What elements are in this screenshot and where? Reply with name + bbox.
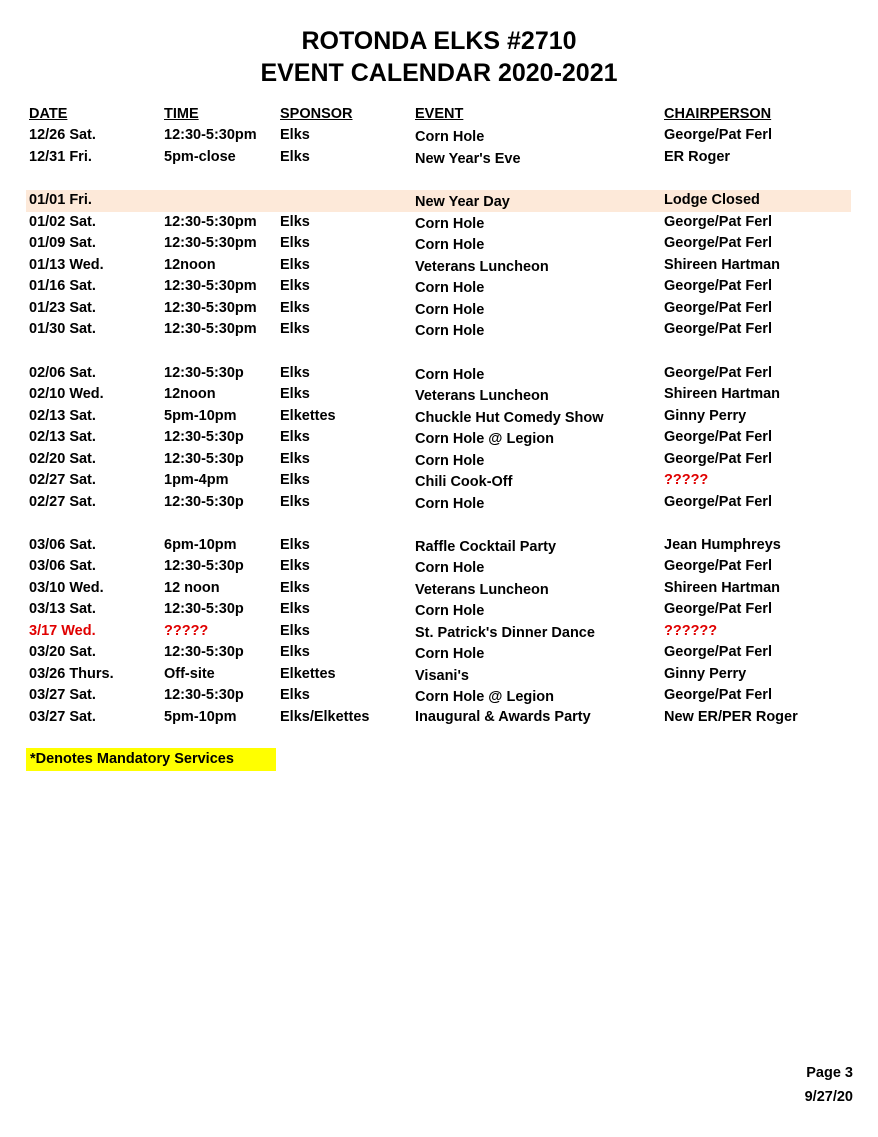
table-row bbox=[26, 319, 851, 341]
row-date: 02/27 Sat. bbox=[29, 472, 96, 488]
row-sponsor: Elks bbox=[280, 127, 310, 143]
row-event: Veterans Luncheon bbox=[415, 259, 549, 275]
row-event: Corn Hole bbox=[415, 280, 485, 296]
row-date: 03/13 Sat. bbox=[29, 601, 96, 617]
row-event: Visani's bbox=[415, 668, 469, 684]
row-chairperson: Shireen Hartman bbox=[664, 580, 781, 596]
row-event: Corn Hole bbox=[415, 496, 485, 512]
row-event: Corn Hole bbox=[415, 646, 485, 662]
row-chairperson: George/Pat Ferl bbox=[664, 644, 772, 660]
row-time: 12:30-5:30pm bbox=[164, 127, 257, 143]
title-line-1: ROTONDA ELKS #2710 bbox=[301, 27, 577, 55]
row-event: Chuckle Hut Comedy Show bbox=[415, 410, 604, 426]
row-time: 12:30-5:30p bbox=[164, 365, 244, 381]
row-sponsor: Elks bbox=[280, 537, 310, 553]
row-chairperson: Shireen Hartman bbox=[664, 257, 781, 273]
row-event: St. Patrick's Dinner Dance bbox=[415, 625, 595, 641]
row-time: 12:30-5:30p bbox=[164, 558, 244, 574]
row-time: 12:30-5:30pm bbox=[164, 235, 257, 251]
row-event: Corn Hole bbox=[415, 237, 485, 253]
row-time: 12:30-5:30p bbox=[164, 451, 244, 467]
row-sponsor: Elks bbox=[280, 429, 310, 445]
header-time: TIME bbox=[164, 106, 199, 122]
row-date: 02/13 Sat. bbox=[29, 429, 96, 445]
row-sponsor: Elks bbox=[280, 365, 310, 381]
table-row bbox=[26, 492, 851, 514]
table-row bbox=[26, 664, 851, 686]
row-chairperson: ER Roger bbox=[664, 149, 731, 165]
row-date: 01/09 Sat. bbox=[29, 235, 96, 251]
row-event: Corn Hole bbox=[415, 603, 485, 619]
title-line-2: EVENT CALENDAR 2020-2021 bbox=[260, 59, 618, 87]
row-time: 12noon bbox=[164, 257, 216, 273]
row-sponsor: Elks bbox=[280, 644, 310, 660]
row-event: Corn Hole bbox=[415, 453, 485, 469]
row-chairperson: George/Pat Ferl bbox=[664, 687, 772, 703]
row-time: 12 noon bbox=[164, 580, 220, 596]
page-number: Page 3 bbox=[806, 1065, 853, 1081]
row-date: 12/31 Fri. bbox=[29, 149, 92, 165]
row-sponsor: Elks bbox=[280, 278, 310, 294]
table-row bbox=[26, 427, 851, 449]
row-sponsor: Elks bbox=[280, 601, 310, 617]
row-event: New Year's Eve bbox=[415, 151, 521, 167]
table-row-holiday bbox=[26, 190, 851, 212]
row-sponsor: Elks bbox=[280, 149, 310, 165]
row-time: 12:30-5:30pm bbox=[164, 214, 257, 230]
row-chairperson: George/Pat Ferl bbox=[664, 214, 772, 230]
row-event: Corn Hole bbox=[415, 367, 485, 383]
row-time: Off-site bbox=[164, 666, 215, 682]
row-chairperson: Lodge Closed bbox=[664, 192, 760, 208]
row-time: 12:30-5:30pm bbox=[164, 300, 257, 316]
header-event: EVENT bbox=[415, 106, 464, 122]
row-chairperson: New ER/PER Roger bbox=[664, 709, 798, 725]
row-date: 01/16 Sat. bbox=[29, 278, 96, 294]
row-event: Chili Cook-Off bbox=[415, 474, 513, 490]
header-date: DATE bbox=[29, 106, 68, 122]
row-sponsor: Elks bbox=[280, 235, 310, 251]
row-chairperson: Jean Humphreys bbox=[664, 537, 781, 553]
row-date: 02/10 Wed. bbox=[29, 386, 104, 402]
table-row bbox=[26, 535, 851, 557]
row-date: 03/20 Sat. bbox=[29, 644, 96, 660]
row-chairperson: George/Pat Ferl bbox=[664, 321, 772, 337]
row-sponsor: Elkettes bbox=[280, 408, 336, 424]
row-chairperson: George/Pat Ferl bbox=[664, 278, 772, 294]
row-date: 02/27 Sat. bbox=[29, 494, 96, 510]
row-time: 12:30-5:30p bbox=[164, 429, 244, 445]
row-chairperson: George/Pat Ferl bbox=[664, 365, 772, 381]
row-time: 12:30-5:30p bbox=[164, 687, 244, 703]
row-event: Raffle Cocktail Party bbox=[415, 539, 557, 555]
row-event: Veterans Luncheon bbox=[415, 388, 549, 404]
table-row bbox=[26, 707, 851, 729]
table-row bbox=[26, 621, 851, 643]
table-row bbox=[26, 578, 851, 600]
table-header bbox=[26, 104, 851, 126]
row-event: Corn Hole @ Legion bbox=[415, 431, 554, 447]
row-sponsor: Elks bbox=[280, 623, 310, 639]
row-chairperson: George/Pat Ferl bbox=[664, 601, 772, 617]
table-row bbox=[26, 125, 851, 147]
row-time: 12:30-5:30pm bbox=[164, 321, 257, 337]
row-date: 3/17 Wed. bbox=[29, 623, 96, 639]
row-event: Corn Hole bbox=[415, 129, 485, 145]
row-event: Corn Hole bbox=[415, 560, 485, 576]
table-row bbox=[26, 406, 851, 428]
row-date: 01/23 Sat. bbox=[29, 300, 96, 316]
row-chairperson: ????? bbox=[664, 472, 709, 488]
table-row bbox=[26, 470, 851, 492]
row-sponsor: Elks bbox=[280, 558, 310, 574]
row-sponsor: Elks bbox=[280, 300, 310, 316]
document-date: 9/27/20 bbox=[804, 1089, 853, 1105]
table-row bbox=[26, 233, 851, 255]
row-sponsor: Elks bbox=[280, 580, 310, 596]
row-event: Corn Hole bbox=[415, 323, 485, 339]
row-time: 5pm-10pm bbox=[164, 709, 237, 725]
table-row bbox=[26, 147, 851, 169]
table-row bbox=[26, 298, 851, 320]
row-date: 01/02 Sat. bbox=[29, 214, 96, 230]
row-sponsor: Elks bbox=[280, 451, 310, 467]
row-date: 03/26 Thurs. bbox=[29, 666, 114, 682]
row-time: 12:30-5:30p bbox=[164, 644, 244, 660]
row-sponsor: Elks bbox=[280, 472, 310, 488]
row-date: 01/30 Sat. bbox=[29, 321, 96, 337]
row-event: Corn Hole @ Legion bbox=[415, 689, 554, 705]
row-time: 12:30-5:30pm bbox=[164, 278, 257, 294]
row-time: 1pm-4pm bbox=[164, 472, 229, 488]
table-row bbox=[26, 599, 851, 621]
row-chairperson: ?????? bbox=[664, 623, 718, 639]
row-date: 02/20 Sat. bbox=[29, 451, 96, 467]
row-chairperson: Ginny Perry bbox=[664, 408, 747, 424]
row-date: 03/06 Sat. bbox=[29, 558, 96, 574]
row-sponsor: Elks/Elkettes bbox=[280, 709, 370, 725]
row-chairperson: George/Pat Ferl bbox=[664, 300, 772, 316]
row-chairperson: Shireen Hartman bbox=[664, 386, 781, 402]
row-time: 12:30-5:30p bbox=[164, 601, 244, 617]
row-sponsor: Elkettes bbox=[280, 666, 336, 682]
row-date: 12/26 Sat. bbox=[29, 127, 96, 143]
row-event: Corn Hole bbox=[415, 216, 485, 232]
row-sponsor: Elks bbox=[280, 214, 310, 230]
row-sponsor: Elks bbox=[280, 386, 310, 402]
table-row bbox=[26, 642, 851, 664]
table-row bbox=[26, 363, 851, 385]
row-sponsor: Elks bbox=[280, 687, 310, 703]
table-row bbox=[26, 212, 851, 234]
table-row bbox=[26, 384, 851, 406]
row-time: 6pm-10pm bbox=[164, 537, 237, 553]
row-time: 12noon bbox=[164, 386, 216, 402]
row-sponsor: Elks bbox=[280, 494, 310, 510]
row-chairperson: George/Pat Ferl bbox=[664, 494, 772, 510]
row-date: 03/27 Sat. bbox=[29, 709, 96, 725]
row-chairperson: George/Pat Ferl bbox=[664, 235, 772, 251]
row-date: 03/27 Sat. bbox=[29, 687, 96, 703]
row-date: 03/10 Wed. bbox=[29, 580, 104, 596]
row-time: 5pm-10pm bbox=[164, 408, 237, 424]
row-chairperson: George/Pat Ferl bbox=[664, 127, 772, 143]
table-row bbox=[26, 276, 851, 298]
row-event: Corn Hole bbox=[415, 302, 485, 318]
row-event: Inaugural & Awards Party bbox=[415, 709, 591, 725]
table-row bbox=[26, 449, 851, 471]
table-row bbox=[26, 556, 851, 578]
mandatory-services-note: *Denotes Mandatory Services bbox=[26, 748, 276, 771]
header-sponsor: SPONSOR bbox=[280, 106, 353, 122]
row-chairperson: Ginny Perry bbox=[664, 666, 747, 682]
row-date: 01/01 Fri. bbox=[29, 192, 92, 208]
row-event: New Year Day bbox=[415, 194, 510, 210]
row-time: 12:30-5:30p bbox=[164, 494, 244, 510]
row-time: 5pm-close bbox=[164, 149, 236, 165]
row-sponsor: Elks bbox=[280, 321, 310, 337]
table-row bbox=[26, 255, 851, 277]
row-chairperson: George/Pat Ferl bbox=[664, 558, 772, 574]
row-date: 02/13 Sat. bbox=[29, 408, 96, 424]
row-chairperson: George/Pat Ferl bbox=[664, 429, 772, 445]
row-date: 02/06 Sat. bbox=[29, 365, 96, 381]
row-event: Veterans Luncheon bbox=[415, 582, 549, 598]
row-date: 01/13 Wed. bbox=[29, 257, 104, 273]
row-sponsor: Elks bbox=[280, 257, 310, 273]
row-time: ????? bbox=[164, 623, 209, 639]
header-chairperson: CHAIRPERSON bbox=[664, 106, 772, 122]
row-chairperson: George/Pat Ferl bbox=[664, 451, 772, 467]
table-row bbox=[26, 685, 851, 707]
row-date: 03/06 Sat. bbox=[29, 537, 96, 553]
